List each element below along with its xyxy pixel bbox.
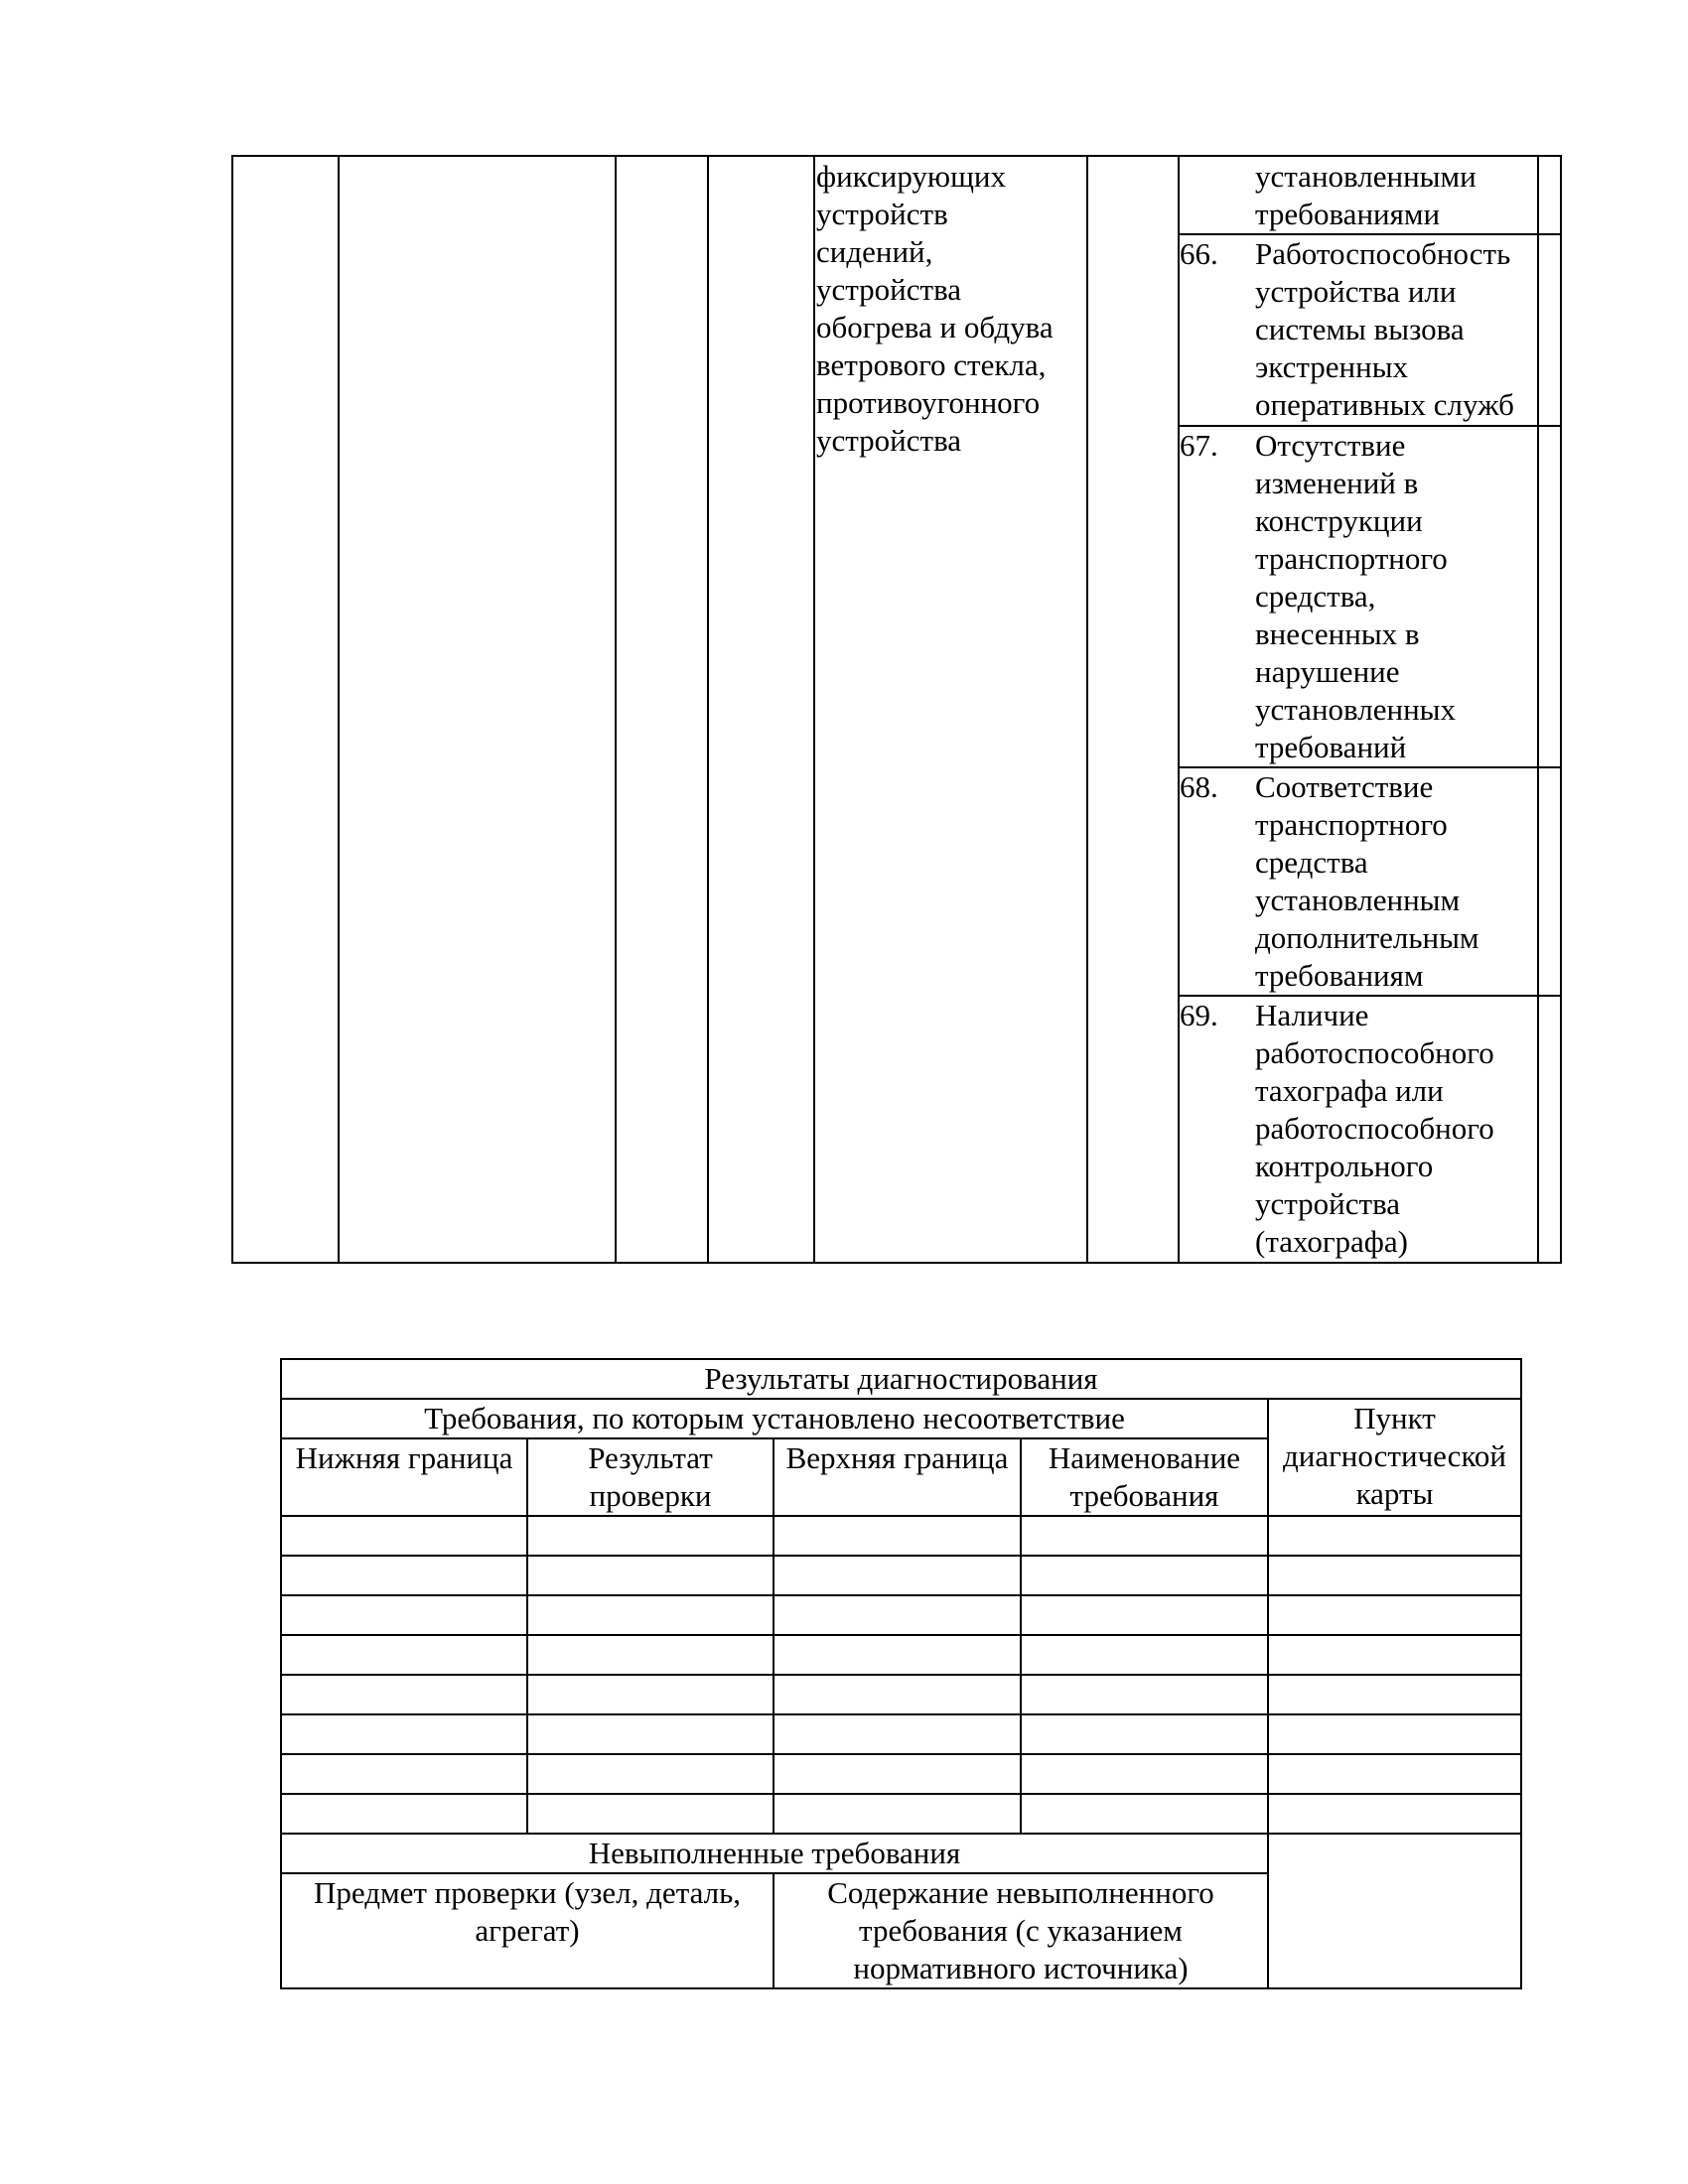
item-number: 66. [1180, 236, 1218, 271]
item-requirement-text: Наличие работоспособного тахографа или работоспособного контрольного устройства (тахографа) [1255, 998, 1494, 1259]
table-row [281, 1754, 1521, 1794]
column-divider [1178, 155, 1180, 1264]
table-row [281, 1635, 1521, 1675]
unmet-content-header: Содержание невыполненного требования (с указанием нормативного источника) [774, 1873, 1268, 1988]
item-requirement-text: Отсутствие изменений в конструкции транспортного средства, внесенных в нарушение установленных требований [1255, 428, 1456, 764]
requirement-name-header: Наименование требования [1021, 1438, 1268, 1516]
column-divider [707, 155, 709, 1264]
column-divider [1086, 155, 1088, 1264]
item-requirement-text: Соответствие транспортного средства установленным дополнительным требованиям [1255, 769, 1479, 993]
upper-bound-header: Верхняя граница [774, 1438, 1021, 1516]
inspected-component-text: фиксирующих устройств сидений, устройства обогрева и обдува ветрового стекла, противоугонного устройства [816, 159, 1054, 458]
item-number: 67. [1180, 428, 1218, 463]
diagnostic-results-table [280, 1358, 1522, 1989]
table-row [281, 1714, 1521, 1754]
column-divider [338, 155, 340, 1264]
lower-bound-header: Нижняя граница [281, 1438, 527, 1516]
item-number: 69. [1180, 998, 1218, 1032]
check-result-header: Результат проверки [527, 1438, 774, 1516]
table-row [281, 1556, 1521, 1595]
table-row [281, 1516, 1521, 1556]
table-row [281, 1794, 1521, 1834]
table-row [281, 1595, 1521, 1635]
column-divider [615, 155, 617, 1264]
column-divider [1537, 155, 1539, 1264]
item-requirement-text: установленными требованиями [1255, 159, 1477, 231]
card-item-header: Пункт диагностической карты [1268, 1399, 1521, 1516]
unmet-requirements-header: Невыполненные требования [281, 1834, 1268, 1873]
inspection-subject-header: Предмет проверки (узел, деталь, агрегат) [281, 1873, 774, 1988]
unmet-empty-cell [1268, 1834, 1521, 1988]
item-number: 68. [1180, 769, 1218, 804]
item-requirement-text: Работоспособность устройства или системы вызова экстренных оперативных служб [1255, 236, 1514, 422]
nonconformity-header: Требования, по которым установлено несоответствие [281, 1399, 1268, 1438]
column-divider [813, 155, 815, 1264]
table-row [281, 1675, 1521, 1714]
results-title: Результаты диагностирования [281, 1359, 1521, 1399]
